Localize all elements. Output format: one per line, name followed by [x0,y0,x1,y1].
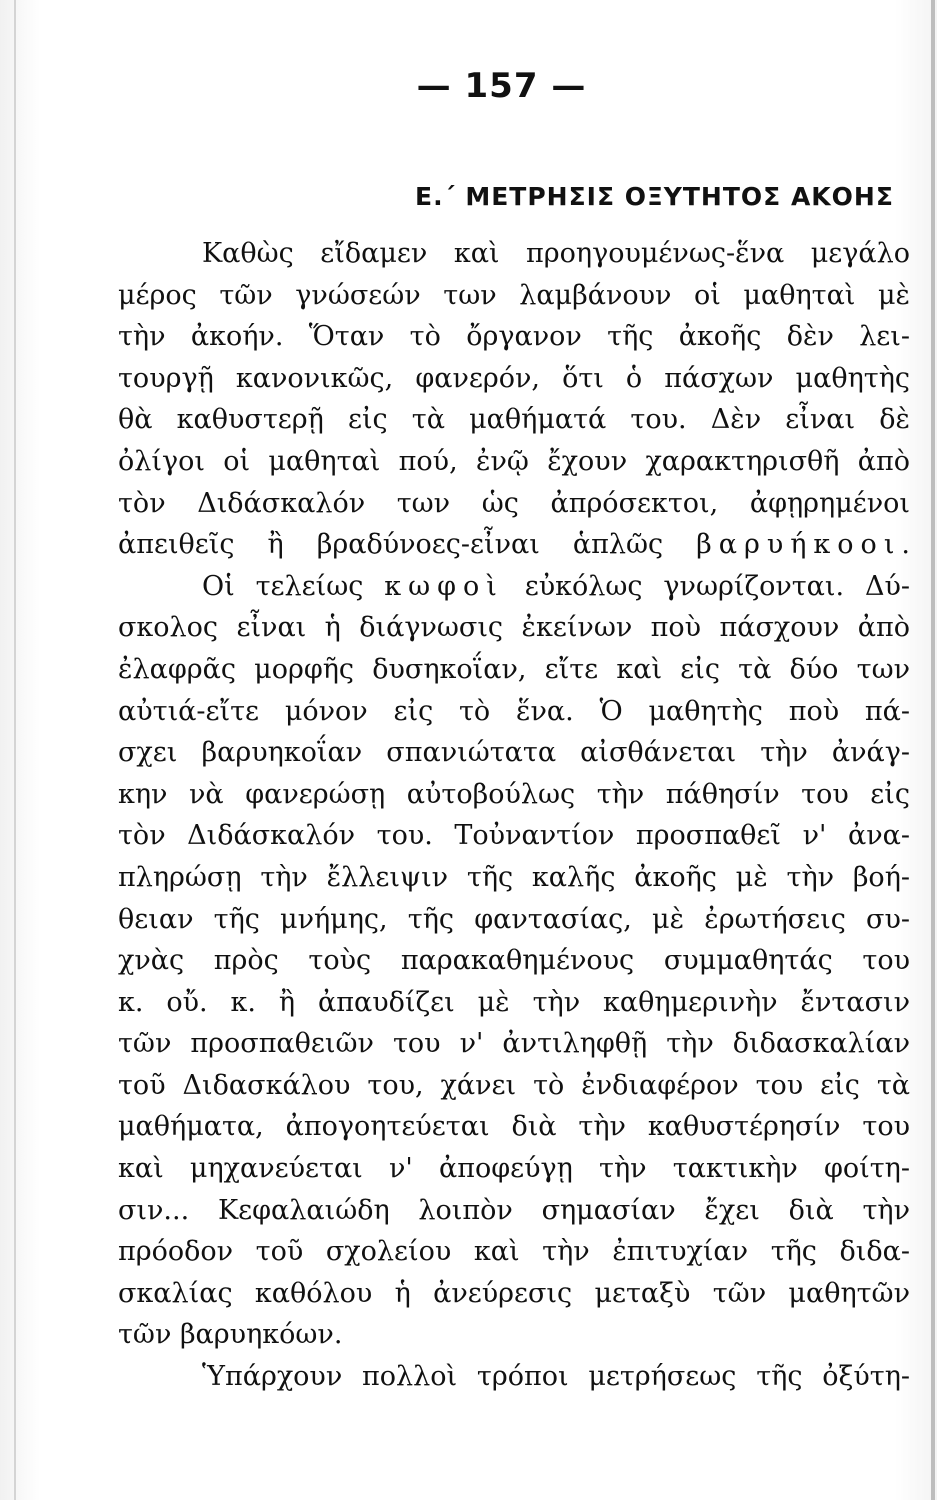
emphasized-word: κωφοὶ [384,570,504,602]
text-line: πληρώσῃ τὴν ἔλλειψιν τῆς καλῆς ἀκοῆς μὲ τὴν βοή- [118,861,910,893]
text-line: θὰ καθυστερῇ εἰς τὰ μαθήματά του. Δὲν εἶναι δὲ [118,404,910,436]
text-line: καὶ μηχανεύεται ν' ἀποφεύγῃ τὴν τακτικὴν φοίτη- [118,1153,910,1185]
text-line: ἐλαφρᾶς μορφῆς δυσηκοΐαν, εἴτε καὶ εἰς τὰ δύο των [118,653,910,685]
text-line: μέρος τῶν γνώσεών των λαμβάνουν οἱ μαθηταὶ μὲ [118,279,910,311]
text-line: τοῦ Διδασκάλου του, χάνει τὸ ἐνδιαφέρον του εἰς τὰ [118,1069,910,1101]
text-line: χνὰς πρὸς τοὺς παρακαθημένους συμμαθητάς του [118,945,910,977]
text-line: αὐτιά-εἴτε μόνον εἰς τὸ ἕνα. Ὁ μαθητὴς ποὺ πά- [118,695,910,727]
body-text [118,233,910,1398]
text-line: τουργῇ κανονικῶς, φανερόν, ὅτι ὁ πάσχων μαθητὴς [118,362,910,394]
text-line: σκαλίας καθόλου ἡ ἀνεύρεσις μεταξὺ τῶν μαθητῶν [118,1277,910,1309]
text-line: τῶν προσπαθειῶν του ν' ἀντιληφθῇ τὴν διδασκαλίαν [118,1028,910,1060]
text-line: τὸν Διδάσκαλόν των ὡς ἀπρόσεκτοι, ἀφῃρημένοι [118,487,910,519]
page-left-edge [14,0,16,1500]
text-line: τῶν βαρυηκόων. [118,1319,343,1351]
text-line: Καθὼς εἴδαμεν καὶ προηγουμένως-ἕνα μεγάλο [202,238,910,269]
text-line: μαθήματα, ἀπογοητεύεται διὰ τὴν καθυστέρησίν του [118,1111,910,1143]
text-line: σχει βαρυηκοΐαν σπανιώτατα αἰσθάνεται τὴν ἀνάγ- [118,737,910,769]
page-number: — 157 — [416,66,587,106]
text-line: σκολος εἶναι ἡ διάγνωσις ἐκείνων ποὺ πάσχουν ἀπὸ [118,612,910,644]
page-right-edge [931,0,935,1500]
text-line: Οἱ τελείως κωφοὶ εὐκόλως γνωρίζονται. Δύ- [202,570,910,602]
text-line: ἀπειθεῖς ἢ βραδύνοες-εἶναι ἁπλῶς βαρυήκοοι. [118,529,910,561]
text-line: πρόοδον τοῦ σχολείου καὶ τὴν ἐπιτυχίαν τῆς διδα- [118,1236,910,1268]
section-title: Ε.΄ ΜΕΤΡΗΣΙΣ ΟΞΥΤΗΤΟΣ ΑΚΟΗΣ [415,182,894,211]
emphasized-word: βαρυήκοοι [696,529,902,561]
text-line: κ. οὔ. κ. ἢ ἀπαυδίζει μὲ τὴν καθημερινὴν ἔντασιν [118,986,910,1018]
text-line: κην νὰ φανερώσῃ αὐτοβούλως τὴν πάθησίν του εἰς [118,778,910,810]
text-line: Ὑπάρχουν πολλοὶ τρόποι μετρήσεως τῆς ὀξύτη- [202,1361,910,1393]
text-line: τὸν Διδάσκαλόν του. Τοὐναντίον προσπαθεῖ ν' ἀνα- [118,820,910,852]
text-line: ὀλίγοι οἱ μαθηταὶ πού, ἐνῷ ἔχουν χαρακτηρισθῆ ἀπὸ [118,445,910,477]
text-line: θειαν τῆς μνήμης, τῆς φαντασίας, μὲ ἐρωτήσεις συ- [118,903,910,935]
text-line: τὴν ἀκοήν. Ὅταν τὸ ὄργανον τῆς ἀκοῆς δὲν λει- [118,321,910,353]
text-line: σιν... Κεφαλαιώδη λοιπὸν σημασίαν ἔχει διὰ τὴν [118,1194,910,1226]
